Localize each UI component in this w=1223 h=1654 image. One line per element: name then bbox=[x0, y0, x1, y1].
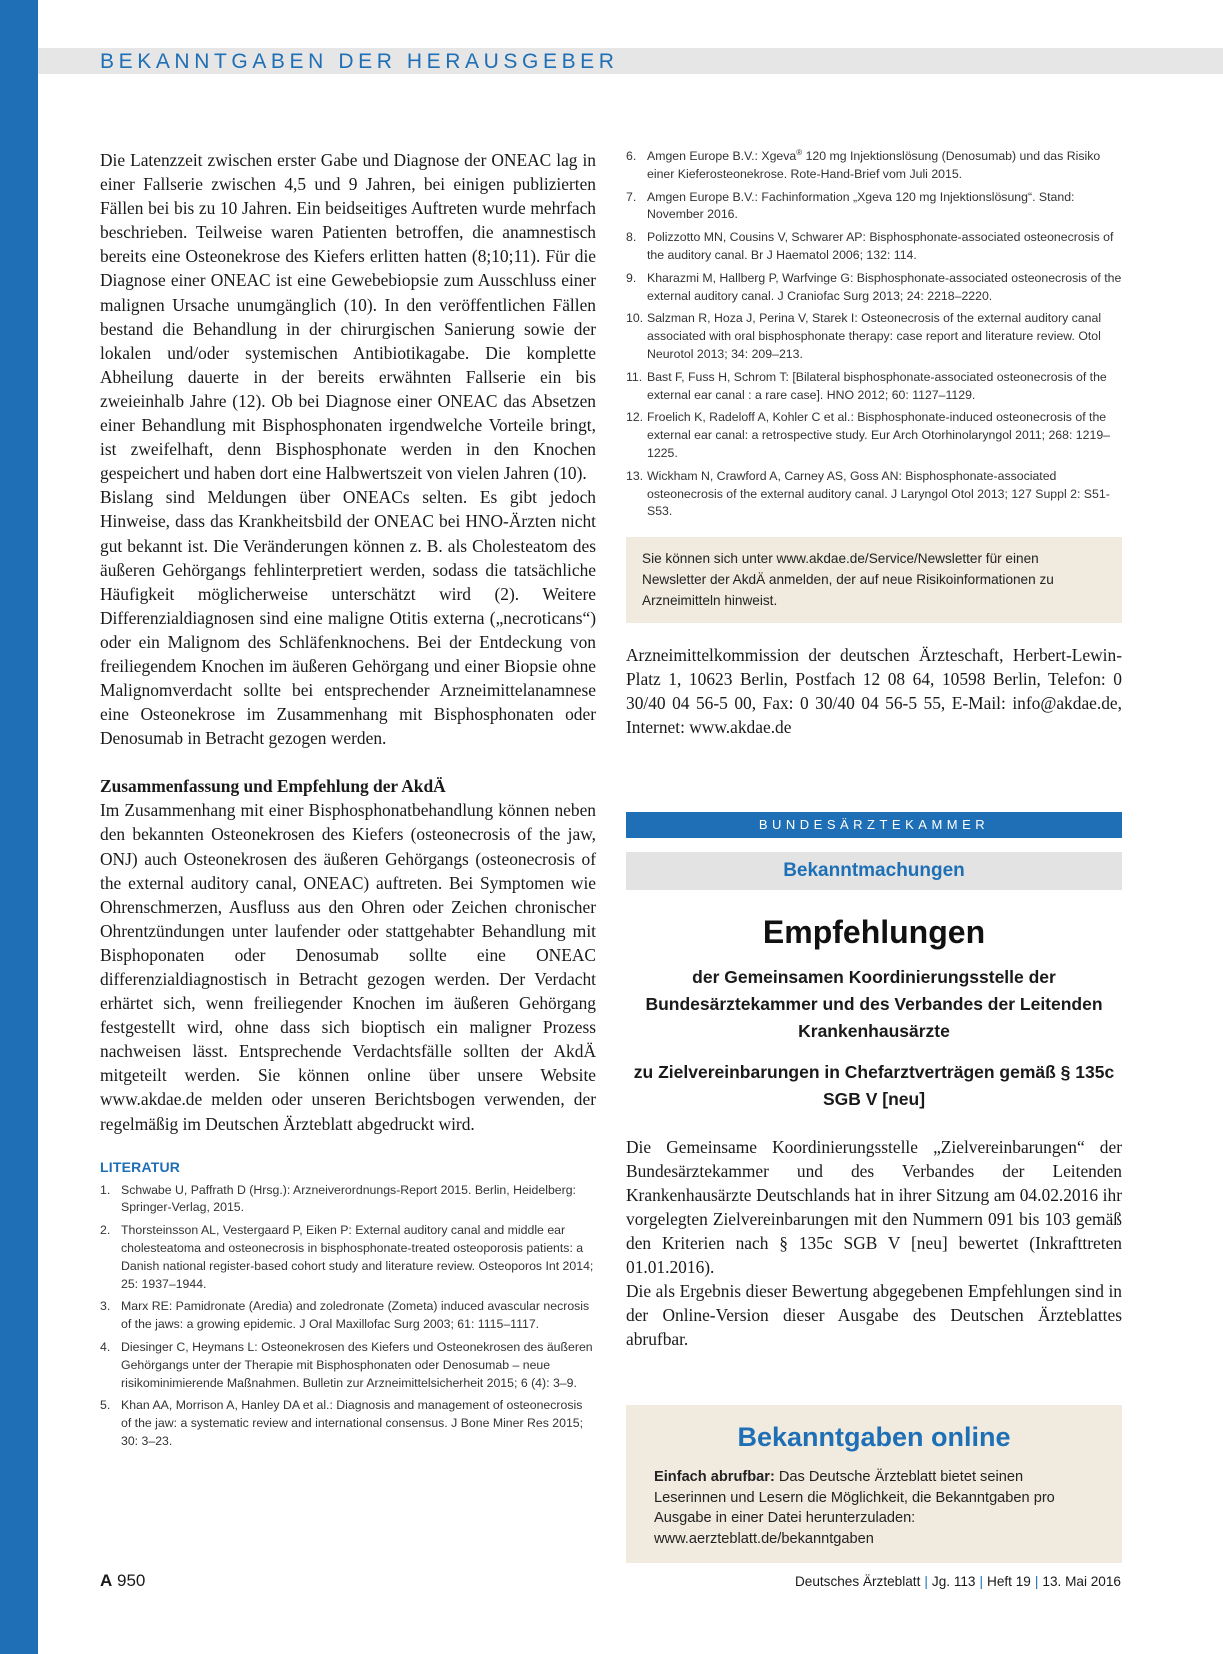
journal-volume: Jg. 113 bbox=[931, 1574, 976, 1589]
reference-number: 3. bbox=[100, 1299, 111, 1314]
reference-number: 8. bbox=[626, 230, 637, 245]
reference-item bbox=[626, 369, 1122, 405]
reference-text: Diesinger C, Heymans L: Osteonekrosen des Kiefers und Osteonekrosen des äußeren Gehörgangs unter der Therapie mit Bisphosphonaten oder Denosumab – neue risikominimierende Maßnahmen. Bulletin zur Arzneimittelsicherheit 2015; 6 (4): 3–9. bbox=[121, 1340, 593, 1390]
reference-item bbox=[626, 310, 1122, 363]
reference-text: Marx RE: Pamidronate (Aredia) and zoledronate (Zometa) induced avascular necrosis of the jaws: a growing epidemic. J Oral Maxillofac Surg 2003; 61: 1115–1117. bbox=[121, 1299, 590, 1332]
reference-item bbox=[100, 1339, 596, 1392]
reference-number: 5. bbox=[100, 1398, 111, 1413]
body-paragraph: Die als Ergebnis dieser Bewertung abgegebenen Empfehlungen sind in der Online-Version dieser Ausgabe des Deutschen Ärzteblattes abrufbar. bbox=[626, 1281, 1122, 1350]
reference-item bbox=[626, 409, 1122, 462]
empfehlungen-title: Empfehlungen bbox=[762, 913, 986, 950]
reference-list-continued bbox=[626, 148, 1122, 521]
reference-text: Amgen Europe B.V.: Xgeva bbox=[647, 149, 797, 163]
footer-separator: | bbox=[1034, 1574, 1039, 1589]
right-column bbox=[626, 148, 1122, 1563]
body-paragraph: Die Latenzzeit zwischen erster Gabe und Diagnose der ONEAC lag in einer Fallserie zwischen 4,5 und 9 Jahren, bei einigen publizierten Fällen bei bis zu 10 Jahren. Ein beidseitiges Auftreten wurde mehrfach beschrieben. Teilweise waren Patienten betroffen, die anamnestisch bereits eine Osteonekrose des Kiefers erlitten hatten (8;10;11). Für die Diagnose einer ONEAC ist eine Gewebebiopsie zum Ausschluss einer malignen Ursache unumgänglich (10). In den veröffentlichen Fällen bestand die Behandlung in der chirurgischen Sanierung sowie der lokalen und/oder systemischen Antibiotikagabe. Die komplette Abheilung dauerte in der bereits erwähnten Fallserie ein bis zweieinhalb Jahre (12). Ob bei Diagnose einer ONEAC das Absetzen einer Behandlung mit Bisphosphonaten irgendwelche Vorteile bringt, ist zweifelhaft, denn Bisphosphonate werden in den Knochen gespeichert und haben dort eine Halbwertszeit von vielen Jahren (10). bbox=[100, 150, 596, 484]
reference-number: 10. bbox=[626, 311, 644, 326]
online-box-lead: Einfach abrufbar: bbox=[654, 1469, 775, 1486]
bekanntmachungen-band: Bekanntmachungen bbox=[626, 852, 1122, 890]
reference-number: 12. bbox=[626, 410, 644, 425]
reference-text: Amgen Europe B.V.: Fachinformation „Xgeva 120 mg Injektionslösung“. Stand: November 2016. bbox=[647, 189, 1075, 222]
section-title: BEKANNTGABEN DER HERAUSGEBER bbox=[100, 50, 619, 73]
reference-number: 4. bbox=[100, 1340, 111, 1355]
reference-text: 120 mg Injektionslösung (Denosumab) und das Risiko einer Kieferosteonekrose. Rote-Hand-Brief vom Juli 2015. bbox=[647, 149, 1101, 181]
reference-text: Polizzotto MN, Cousins V, Schwarer AP: Bisphosphonate-associated osteonecrosis of the auditory canal. Br J Haematol 2006; 132: 114. bbox=[647, 230, 1114, 262]
contact-paragraph: Arzneimittelkommission der deutschen Ärzteschaft, Herbert-Lewin-Platz 1, 10623 Berlin, Postfach 12 08 64, 10598 Berlin, Telefon: 0 30/40 04 56-5 00, Fax: 0 30/40 04 56-5 55, E-Mail: info@akdae.de, Internet: www.akdae.de bbox=[626, 645, 1122, 738]
reference-text: Bast F, Fuss H, Schrom T: [Bilateral bisphosphonate-associated osteonecrosis of the external ear canal : a rare case]. HNO 2012; 60: 1127–1129. bbox=[647, 369, 1107, 402]
reference-number: 13. bbox=[626, 468, 644, 483]
reference-number: 1. bbox=[100, 1182, 111, 1197]
journal-date: 13. Mai 2016 bbox=[1042, 1574, 1121, 1589]
reference-number: 9. bbox=[626, 270, 637, 285]
reference-item bbox=[626, 148, 1122, 184]
left-column bbox=[100, 148, 596, 1456]
reference-item bbox=[100, 1222, 596, 1293]
bundesaerztekammer-band: BUNDESÄRZTEKAMMER bbox=[626, 812, 1122, 838]
summary-heading: Zusammenfassung und Empfehlung der AkdÄ bbox=[100, 776, 446, 797]
journal-name: Deutsches Ärzteblatt bbox=[794, 1574, 921, 1589]
reference-text: Thorsteinsson AL, Vestergaard P, Eiken P: External auditory canal and middle ear cholesteatoma and osteonecrosis in bisphosphonate-treated osteoporosis patients: a Danish national register-based cohort study and literature review. Osteoporos Int 2014; 25: 1937–1944. bbox=[121, 1223, 594, 1291]
online-box-text bbox=[654, 1467, 1094, 1549]
reference-item bbox=[100, 1298, 596, 1334]
reference-number: 7. bbox=[626, 189, 637, 204]
page-number-value: 950 bbox=[117, 1571, 146, 1590]
reference-text: Kharazmi M, Hallberg P, Warfvinge G: Bisphosphonate-associated osteonecrosis of the external auditory canal. J Craniofac Surg 2013; 24: 2218–2220. bbox=[647, 270, 1122, 303]
reference-number: 6. bbox=[626, 149, 637, 163]
reference-item bbox=[100, 1397, 596, 1450]
reference-item bbox=[626, 189, 1122, 225]
reference-item bbox=[626, 468, 1122, 521]
page-number bbox=[100, 1571, 145, 1591]
online-box-title: Bekanntgaben online bbox=[737, 1422, 1011, 1453]
footer-separator: | bbox=[979, 1574, 984, 1589]
journal-issue: Heft 19 bbox=[987, 1574, 1031, 1589]
reference-number: 11. bbox=[626, 369, 643, 384]
summary-paragraph: Im Zusammenhang mit einer Bisphosphonatbehandlung können neben den bekannten Osteonekrosen des Kiefers (osteonecrosis of the jaw, ONJ) auch Osteonekrosen des äußeren Gehörgangs (osteonecrosis of the external auditory canal, ONEAC) auftreten. Bei Symptomen wie Ohrenschmerzen, Ausfluss aus den Ohren oder Zeichen chronischer Ohrentzündungen unter laufender oder stattgehabter Behandlung mit Bisphoponaten oder Denosumab sollte eine ONEAC differenzialdiagnostisch in Betracht gezogen werden. Der Verdacht erhärtet sich, wenn freiliegender Knochen im äußeren Gehörgang festgestellt wird, ohne dass sich bioptisch ein maligner Prozess nachweisen lässt. Entsprechende Verdachtsfälle sollten der AkdÄ mitgeteilt werden. Sie können online über unsere Website www.akdae.de melden oder unseren Berichtsbogen verwenden, der regelmäßig im Deutschen Ärzteblatt abgedruckt wird. bbox=[100, 800, 596, 1134]
footer-separator: | bbox=[924, 1574, 928, 1589]
reference-text: Froelich K, Radeloff A, Kohler C et al.: Bisphosphonate-induced osteonecrosis of the external ear canal: a retrospective study. Eur Arch Otorhinolaryngol 2011; 268: 1219–1225. bbox=[647, 410, 1111, 460]
reference-item bbox=[100, 1182, 596, 1218]
reference-number: 2. bbox=[100, 1223, 111, 1238]
reference-text: Khan AA, Morrison A, Hanley DA et al.: Diagnosis and management of osteonecrosis of the jaw: a systematic review and international consensus. J Bone Miner Res 2015; 30: 3–23. bbox=[121, 1398, 584, 1449]
sidebar-color-bar bbox=[0, 0, 38, 1654]
body-paragraph: Bislang sind Meldungen über ONEACs selten. Es gibt jedoch Hinweise, dass das Krankheitsbild der ONEAC bei HNO-Ärzten nicht gut bekannt ist. Die Veränderungen können z. B. als Cholesteatom des äußeren Gehörgangs fehlinterpretiert werden, sodass die tatsächliche Häufigkeit möglicherweise unterschätzt wird (2). Weitere Differenzialdiagnosen sind eine maligne Otitis externa („necroticans“) oder ein Malignom des Schläfenknochens. Bei der Entdeckung von freiliegendem Knochen im äußeren Gehörgang und einer Biopsie ohne Malignomverdacht sollte bei entsprechender Arzneimittelanamnese eine Osteonekrose im Zusammenhang mit Bisphosphonaten oder Denosumab in Betracht gezogen werden. bbox=[100, 487, 596, 749]
journal-footer bbox=[795, 1574, 1121, 1589]
online-box-body: Das Deutsche Ärzteblatt bietet seinen Leserinnen und Lesern die Möglichkeit, die Bekanntgaben pro Ausgabe in einer Datei herunterzuladen: www.aerzteblatt.de/bekanntgaben bbox=[654, 1469, 1055, 1547]
reference-text: Wickham N, Crawford A, Carney AS, Goss AN: Bisphosphonate-associated osteonecrosis of the external auditory canal. J Laryngol Otol 2013; 127 Suppl 2: S51-S53. bbox=[647, 468, 1110, 519]
registered-mark: ® bbox=[796, 147, 803, 157]
body-paragraph: Die Gemeinsame Koordinierungsstelle „Zielvereinbarungen“ der Bundesärztekammer und des Verbandes der Leitenden Krankenhausärzte Deutschlands hat in ihrer Sitzung am 04.02.2016 ihr vorgelegten Zielvereinbarungen mit den Nummern 091 bis 103 gemäß den Kriterien nach § 135c SGB V [neu] bewertet (Inkrafttreten 01.01.2016). bbox=[626, 1136, 1122, 1277]
reference-list bbox=[100, 1182, 596, 1451]
reference-item bbox=[626, 229, 1122, 265]
literature-heading: LITERATUR bbox=[100, 1158, 181, 1175]
empfehlungen-subtitle: zu Zielvereinbarungen in Chefarztverträgen gemäß § 135c SGB V [neu] bbox=[633, 1061, 1115, 1109]
reference-text: Schwabe U, Paffrath D (Hrsg.): Arzneiverordnungs-Report 2015. Berlin, Heidelberg: Springer-Verlag, 2015. bbox=[121, 1182, 576, 1215]
newsletter-box: Sie können sich unter www.akdae.de/Service/Newsletter für einen Newsletter der AkdÄ anmelden, der auf neue Risikoinformationen zu Arzneimitteln hinweist. bbox=[626, 537, 1122, 623]
reference-text: Salzman R, Hoza J, Perina V, Starek I: Osteonecrosis of the external auditory canal associated with oral bisphosphonate therapy: case report and literature review. Otol Neurotol 2013; 34: 209–213. bbox=[647, 311, 1102, 361]
page-prefix: A bbox=[100, 1571, 113, 1590]
reference-item bbox=[626, 270, 1122, 306]
empfehlungen-subtitle: der Gemeinsamen Koordinierungsstelle der Bundesärztekammer und des Verbandes der Leitenden Krankenhausärzte bbox=[645, 966, 1103, 1041]
bekanntgaben-online-box bbox=[626, 1405, 1122, 1563]
